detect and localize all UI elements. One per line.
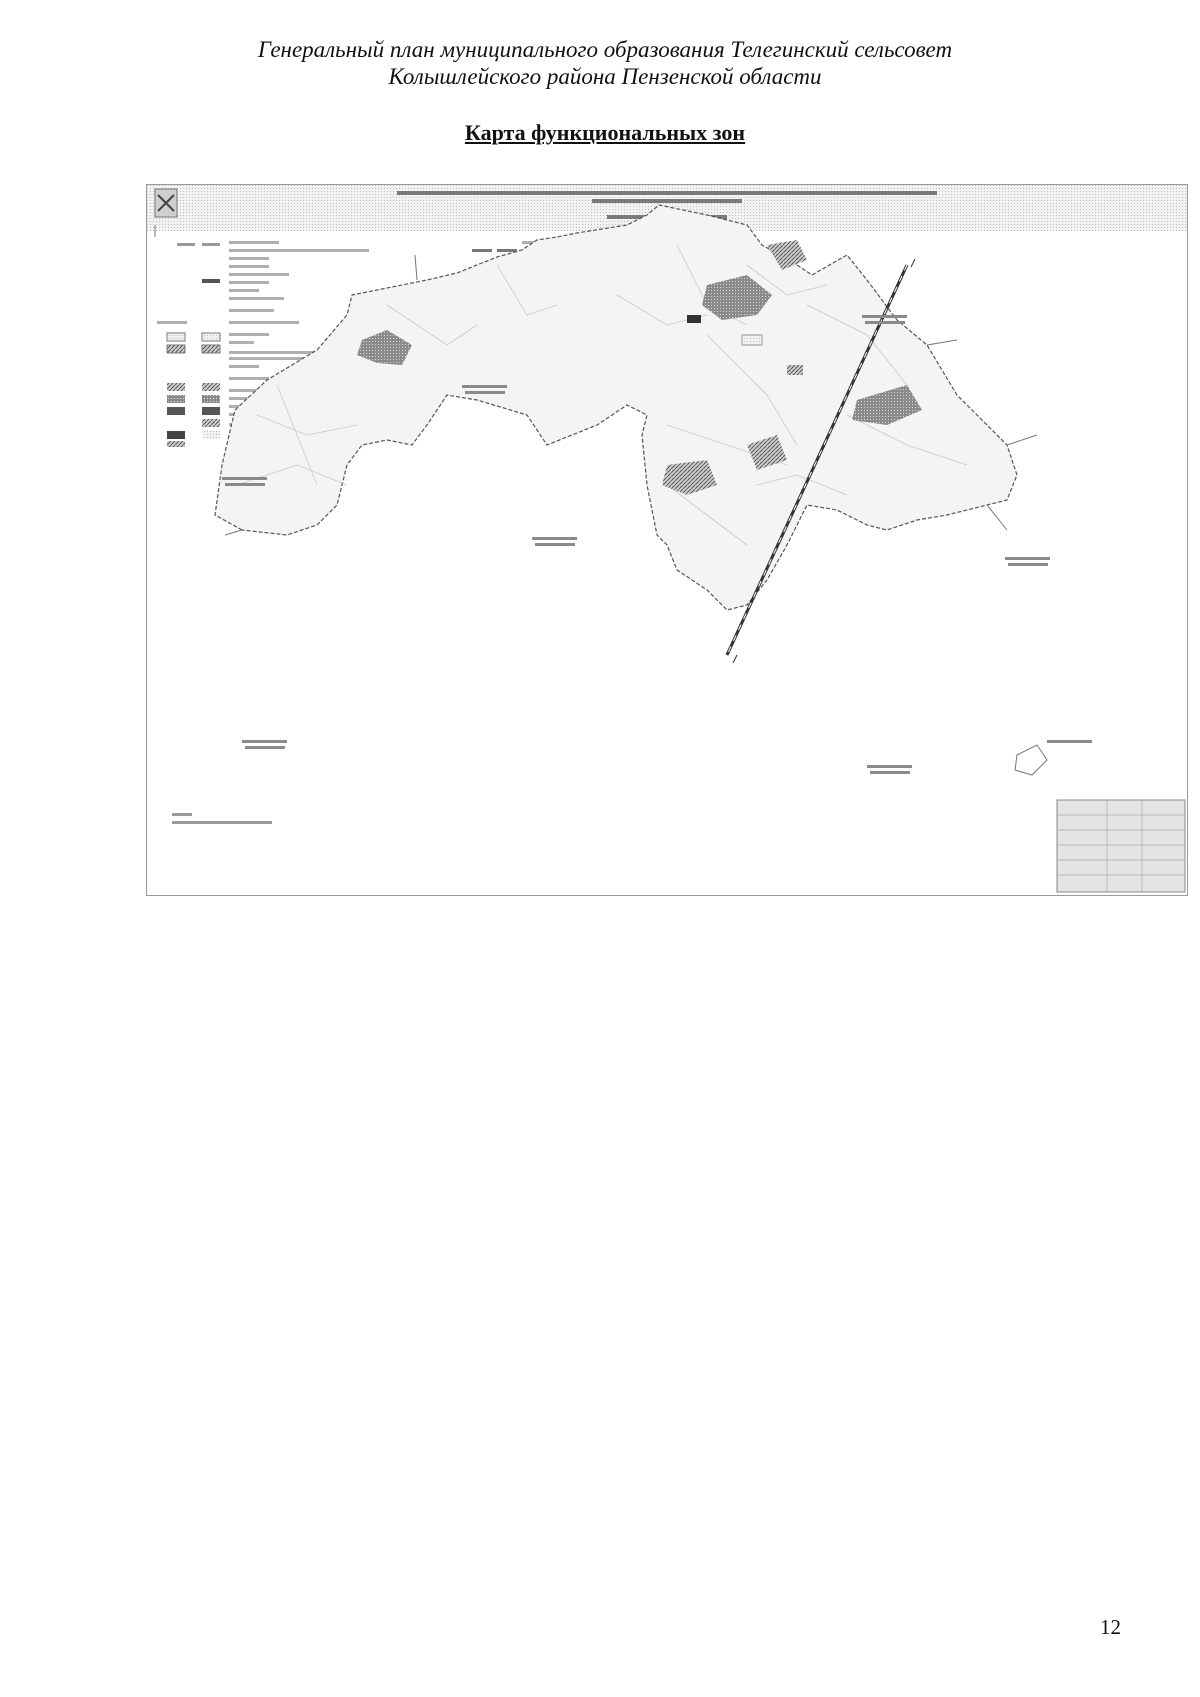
functional-zones-map [146,184,1188,896]
map-note [172,813,272,824]
document-header [0,36,1200,90]
lake-shape [1015,745,1047,775]
map-drawing [147,185,1187,895]
map-title: Карта функциональных зон [464,120,746,145]
header-line-2: Колышлейского района Пензенской области [388,64,822,89]
emblem-icon [155,189,177,217]
header-line-1: Генеральный план муниципального образования Телегинский сельсовет [257,37,953,62]
page-number: 12 [1100,1615,1121,1639]
territory [215,205,1037,663]
title-block-stamp [1057,800,1185,892]
